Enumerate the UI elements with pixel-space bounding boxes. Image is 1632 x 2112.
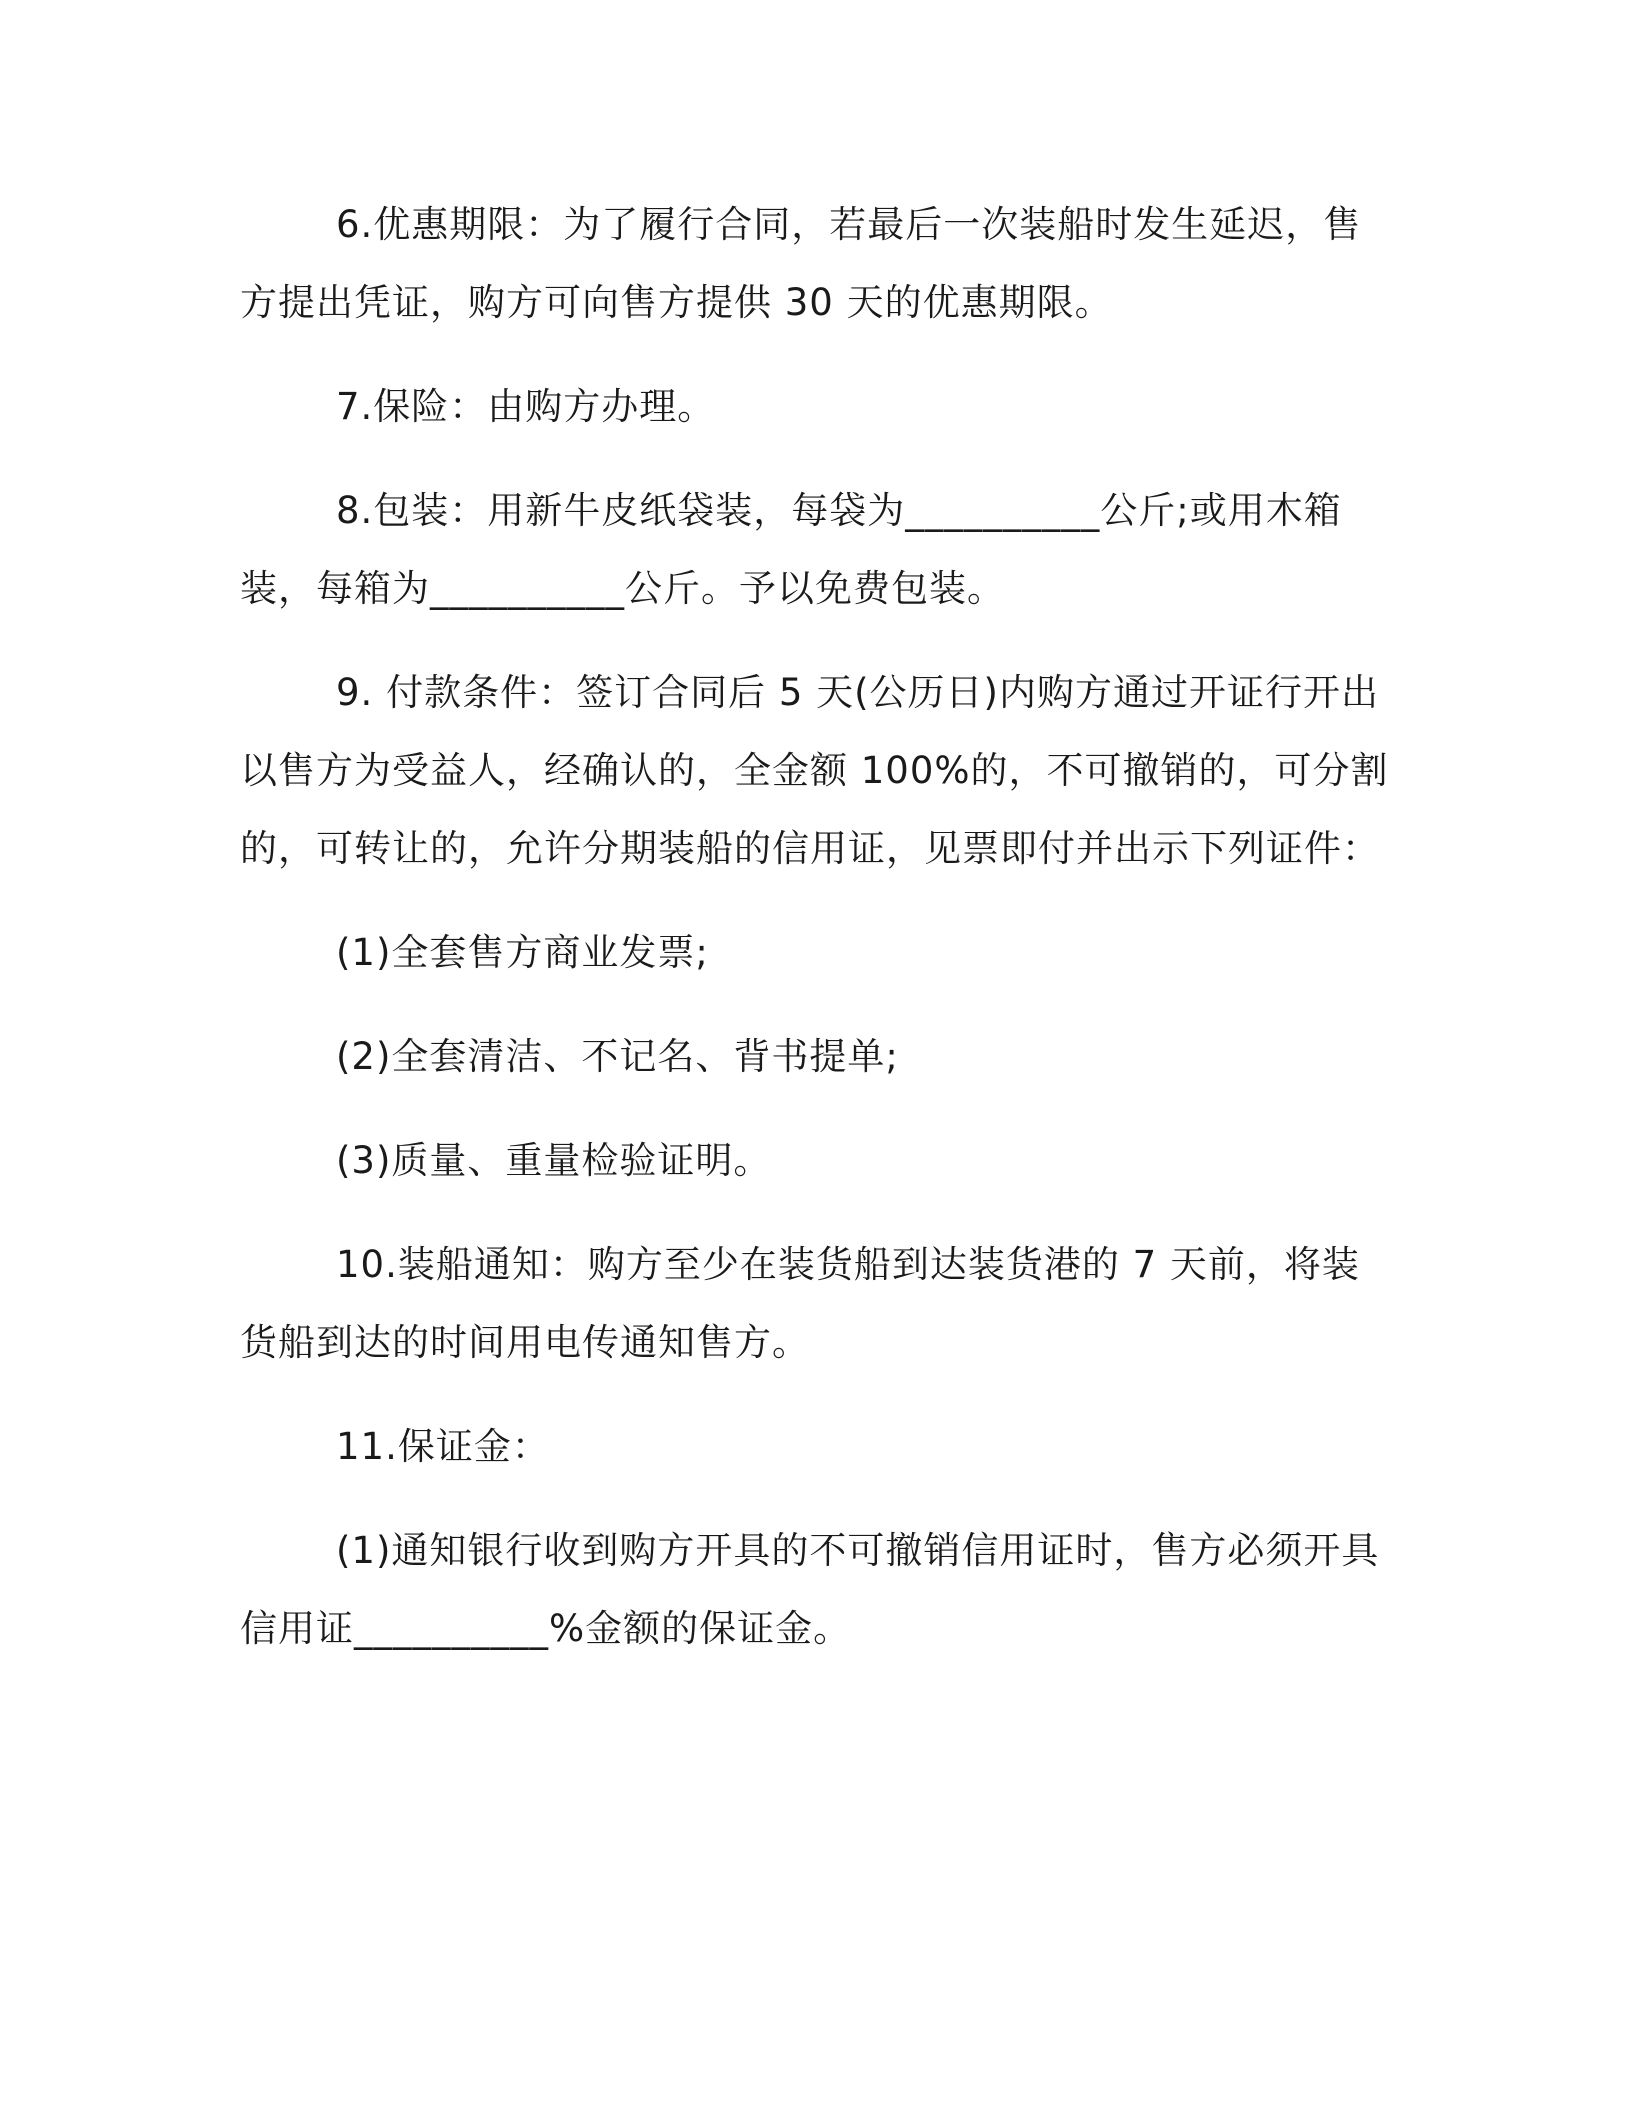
clause-9-payment-terms: 9. 付款条件：签订合同后 5 天(公历日)内购方通过开证行开出以售方为受益人，经确认的，全金额 100%的，不可撤销的，可分割的，可转让的，允许分期装船的信用证，见票即付并出示下列证件：: [240, 671, 1389, 870]
clause-9-item-3: (3)质量、重量检验证明。: [336, 1139, 772, 1182]
clause-6-grace-period: 6.优惠期限：为了履行合同，若最后一次装船时发生延迟，售方提出凭证，购方可向售方提供 30 天的优惠期限。: [240, 203, 1362, 324]
clause-9-item-1: (1)全套售方商业发票;: [336, 931, 709, 974]
clause-8-packing: 8.包装：用新牛皮纸袋装，每袋为__________公斤;或用木箱装，每箱为__________公斤。予以免费包装。: [240, 489, 1342, 610]
clause-7-insurance: 7.保险：由购方办理。: [336, 385, 716, 428]
document-body: [240, 186, 1392, 1668]
clause-11-deposit: 11.保证金：: [336, 1425, 550, 1468]
clause-11-item-1: (1)通知银行收到购方开具的不可撤销信用证时，售方必须开具信用证__________%金额的保证金。: [240, 1529, 1380, 1650]
clause-9-item-2: (2)全套清洁、不记名、背书提单;: [336, 1035, 899, 1078]
clause-10-shipping-notice: 10.装船通知：购方至少在装货船到达装货港的 7 天前，将装货船到达的时间用电传通知售方。: [240, 1243, 1360, 1364]
